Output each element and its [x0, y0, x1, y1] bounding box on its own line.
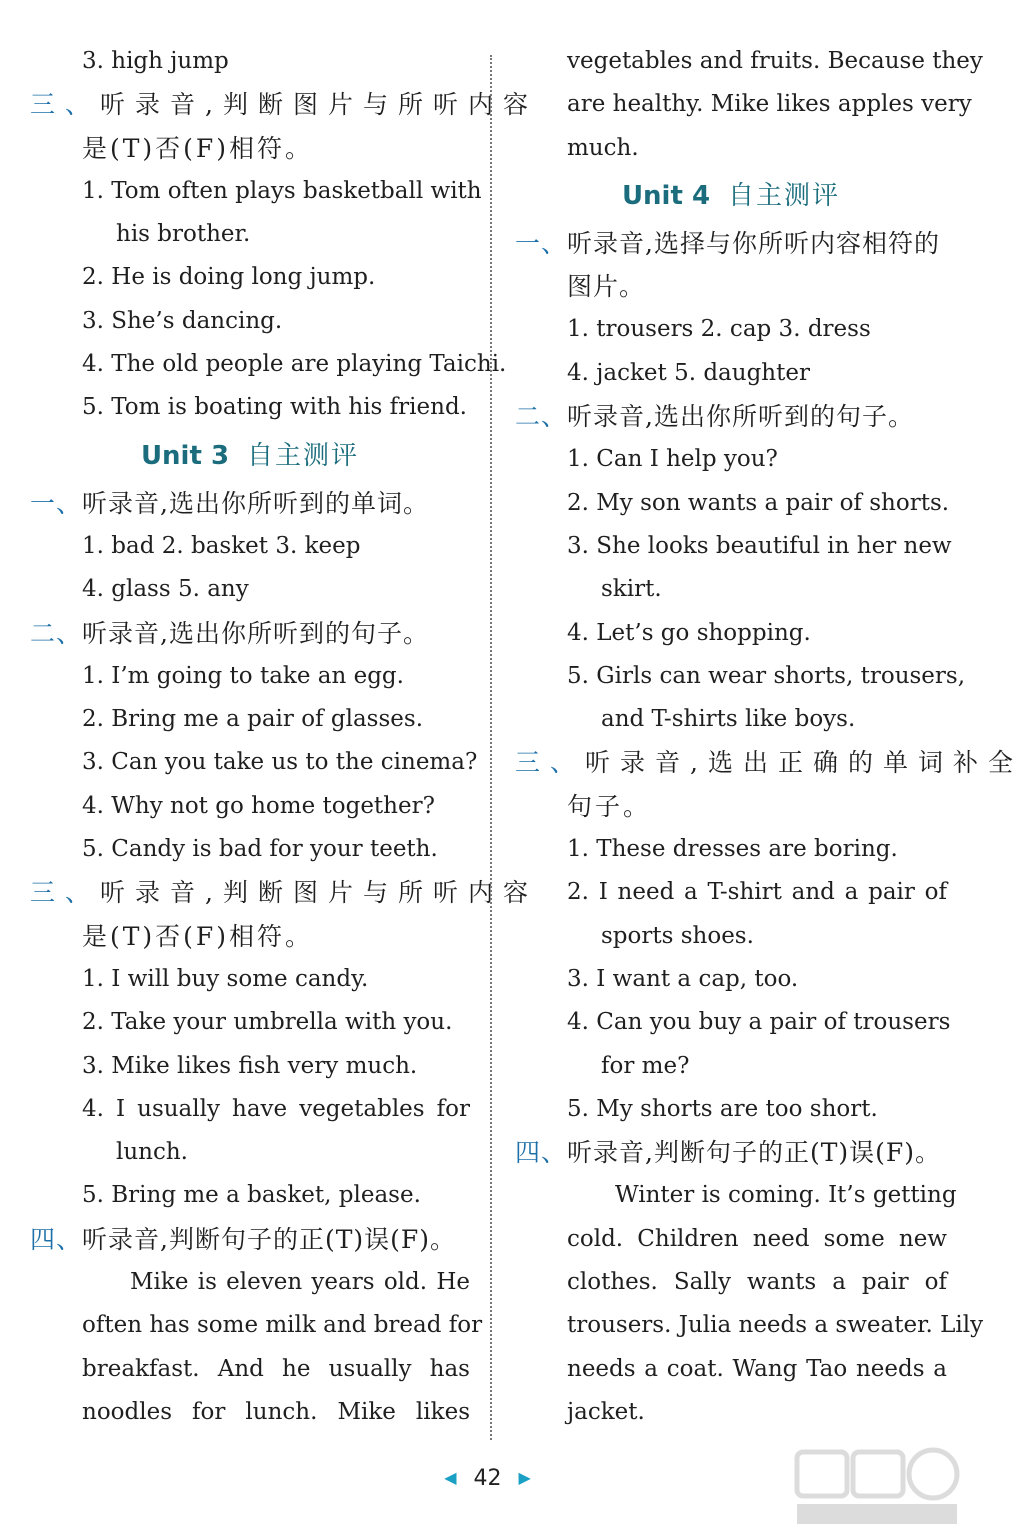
- unit-title: [515, 170, 947, 222]
- list-item: 2. He is doing long jump.: [82, 264, 376, 291]
- triangle-right-icon[interactable]: ▶: [518, 1468, 531, 1487]
- unit-label: Unit 4: [621, 180, 711, 211]
- list-item: 1. Can I help you?: [567, 446, 778, 473]
- list-item: 3. She’s dancing.: [82, 307, 283, 334]
- passage-line: jacket.: [567, 1398, 645, 1425]
- list-item: 2. My son wants a pair of shorts.: [567, 489, 950, 516]
- passage-line: Mike is eleven years old. He: [130, 1269, 470, 1296]
- list-item: his brother.: [116, 221, 251, 248]
- section-instruction: 听录音,判断句子的正(T)误(F)。: [567, 1138, 941, 1168]
- list-item: 3. Mike likes fish very much.: [82, 1052, 418, 1079]
- list-item: skirt.: [601, 576, 662, 603]
- passage-line: often has some milk and bread for: [82, 1312, 483, 1339]
- section-heading: [30, 871, 538, 914]
- section-instruction: 听录音,选出你所听到的单词。: [82, 488, 429, 518]
- list-item: 2. Take your umbrella with you.: [82, 1009, 453, 1036]
- section-number: 一、: [30, 488, 83, 518]
- column-divider: [490, 55, 492, 1440]
- section-instruction: 听录音,选择与你所听内容相符的: [567, 228, 940, 258]
- section-heading: [515, 395, 947, 438]
- unit-subtitle: 自主测评: [247, 440, 360, 471]
- section-instruction: 听录音,判断句子的正(T)误(F)。: [82, 1224, 456, 1254]
- right-column: [515, 40, 1023, 1434]
- list-item: lunch.: [116, 1139, 188, 1166]
- section-number: 四、: [515, 1138, 568, 1168]
- list-item: 1. bad 2. basket 3. keep: [82, 532, 361, 559]
- section-heading: [30, 612, 470, 655]
- list-item: 1. I’m going to take an egg.: [82, 662, 404, 689]
- passage-line: breakfast. And he usually has: [82, 1355, 470, 1382]
- section-number: 四、: [30, 1224, 83, 1254]
- section-heading: [515, 1131, 947, 1174]
- list-item: for me?: [601, 1052, 690, 1079]
- triangle-left-icon[interactable]: ◀: [444, 1468, 457, 1487]
- passage-line: much.: [567, 134, 639, 161]
- list-item: 1. Tom often plays basketball with: [82, 177, 482, 204]
- list-item: 3. high jump: [82, 48, 229, 74]
- section-heading: [30, 83, 538, 126]
- list-item: 5. Bring me a basket, please.: [82, 1182, 421, 1209]
- list-item: 3. I want a cap, too.: [567, 965, 799, 992]
- page-number: 42: [473, 1466, 502, 1491]
- passage-line: vegetables and fruits. Because they: [567, 48, 983, 74]
- list-item: 1. I will buy some candy.: [82, 965, 369, 992]
- section-number: 二、: [30, 618, 83, 648]
- list-item: 2. I need a T-shirt and a pair of: [567, 879, 947, 906]
- section-number: 二、: [515, 402, 568, 432]
- passage-line: noodles for lunch. Mike likes: [82, 1398, 470, 1425]
- passage-line: are healthy. Mike likes apples very: [567, 91, 972, 118]
- passage-line: trousers. Julia needs a sweater. Lily: [567, 1312, 984, 1339]
- list-item: 5. Tom is boating with his friend.: [82, 394, 467, 421]
- list-item: 4. jacket 5. daughter: [567, 359, 810, 386]
- list-item: 4. Let’s go shopping.: [567, 619, 811, 646]
- unit-label: Unit 3: [140, 440, 230, 471]
- section-heading: [515, 741, 1023, 784]
- list-item: 4. Why not go home together?: [82, 792, 435, 819]
- section-number: 三、: [30, 90, 101, 120]
- list-item: 5. Girls can wear shorts, trousers,: [567, 662, 966, 689]
- left-column: [30, 40, 538, 1434]
- list-item: 4. I usually have vegetables for: [82, 1095, 470, 1122]
- passage-line: clothes. Sally wants a pair of: [567, 1269, 947, 1296]
- unit-title: [30, 430, 470, 482]
- passage-line: cold. Children need some new: [567, 1225, 947, 1252]
- section-instruction-cont: 是(T)否(F)相符。: [82, 133, 314, 163]
- section-heading: [515, 222, 947, 265]
- section-number: 一、: [515, 228, 568, 258]
- list-item: 4. glass 5. any: [82, 576, 249, 603]
- passage-line: needs a coat. Wang Tao needs a: [567, 1355, 947, 1382]
- section-instruction-cont: 图片。: [567, 272, 646, 302]
- passage-line: Winter is coming. It’s getting: [615, 1182, 957, 1209]
- watermark-logo: [793, 1448, 963, 1528]
- list-item: 1. trousers 2. cap 3. dress: [567, 316, 871, 343]
- section-instruction: 听录音,判断图片与所听内容: [100, 878, 538, 908]
- section-heading: [30, 1218, 470, 1261]
- section-instruction: 听录音,选出正确的单词补全: [585, 748, 1023, 778]
- list-item: 3. She looks beautiful in her new: [567, 532, 952, 559]
- section-heading: [30, 482, 470, 525]
- list-item: 3. Can you take us to the cinema?: [82, 749, 478, 776]
- section-instruction-cont: 是(T)否(F)相符。: [82, 921, 314, 951]
- list-item: 5. Candy is bad for your teeth.: [82, 836, 438, 863]
- list-item: 2. Bring me a pair of glasses.: [82, 706, 424, 733]
- section-number: 三、: [30, 878, 101, 908]
- section-instruction: 听录音,选出你所听到的句子。: [82, 618, 429, 648]
- list-item: sports shoes.: [601, 922, 754, 949]
- unit-subtitle: 自主测评: [728, 180, 841, 211]
- section-number: 三、: [515, 748, 586, 778]
- list-item: 1. These dresses are boring.: [567, 836, 898, 863]
- list-item: 4. The old people are playing Taichi.: [82, 351, 507, 378]
- list-item: 4. Can you buy a pair of trousers: [567, 1009, 951, 1036]
- section-instruction: 听录音,判断图片与所听内容: [100, 90, 538, 120]
- section-instruction-cont: 句子。: [567, 791, 652, 821]
- list-item: 5. My shorts are too short.: [567, 1095, 878, 1122]
- section-instruction: 听录音,选出你所听到的句子。: [567, 402, 914, 432]
- list-item: and T-shirts like boys.: [601, 706, 856, 733]
